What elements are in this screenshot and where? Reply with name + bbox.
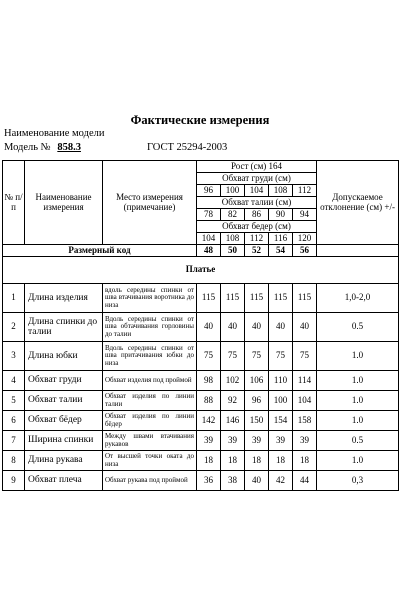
model-name-label: Наименование модели bbox=[4, 128, 105, 139]
row-place: Обхват изделия по линии бёдер bbox=[103, 411, 197, 431]
row-name: Обхват плеча bbox=[25, 471, 103, 491]
row-value: 18 bbox=[221, 451, 245, 471]
row-value: 39 bbox=[245, 431, 269, 451]
row-place: Между швами втачивания рукавов bbox=[103, 431, 197, 451]
size-code-label: Размерный код bbox=[3, 245, 197, 257]
size-code: 56 bbox=[293, 245, 317, 257]
model-line bbox=[4, 142, 228, 153]
row-number: 9 bbox=[3, 471, 25, 491]
waist-value: 94 bbox=[293, 209, 317, 221]
size-code: 50 bbox=[221, 245, 245, 257]
row-number: 4 bbox=[3, 371, 25, 391]
model-label: Модель № bbox=[4, 142, 51, 153]
row-number: 8 bbox=[3, 451, 25, 471]
row-tolerance: 1.0 bbox=[317, 342, 399, 371]
row-number: 1 bbox=[3, 284, 25, 313]
row-place: Вдоль середины спинки от шва притачивания юбки до низа bbox=[103, 342, 197, 371]
row-name: Длина изделия bbox=[25, 284, 103, 313]
section-title: Платье bbox=[3, 257, 399, 284]
col-num-header: № п/п bbox=[3, 161, 25, 245]
row-value: 75 bbox=[245, 342, 269, 371]
row-value: 96 bbox=[245, 391, 269, 411]
col-place-header: Место измерения (примечание) bbox=[103, 161, 197, 245]
waist-value: 78 bbox=[197, 209, 221, 221]
row-value: 154 bbox=[269, 411, 293, 431]
row-tolerance: 0,3 bbox=[317, 471, 399, 491]
row-value: 39 bbox=[293, 431, 317, 451]
hip-value: 104 bbox=[197, 233, 221, 245]
row-value: 75 bbox=[197, 342, 221, 371]
row-place: От высшей точки оката до низа bbox=[103, 451, 197, 471]
row-value: 75 bbox=[269, 342, 293, 371]
page-title: Фактические измерения bbox=[130, 113, 270, 127]
row-value: 114 bbox=[293, 371, 317, 391]
table-row bbox=[3, 391, 399, 411]
table-row bbox=[3, 284, 399, 313]
row-value: 115 bbox=[221, 284, 245, 313]
row-name: Ширина спинки bbox=[25, 431, 103, 451]
hip-value: 108 bbox=[221, 233, 245, 245]
hip-value: 116 bbox=[269, 233, 293, 245]
row-name: Обхват бёдер bbox=[25, 411, 103, 431]
size-code: 52 bbox=[245, 245, 269, 257]
row-value: 40 bbox=[293, 313, 317, 342]
row-value: 98 bbox=[197, 371, 221, 391]
gost-label: ГОСТ 25294-2003 bbox=[147, 142, 228, 153]
row-place: Обхват изделия под проймой bbox=[103, 371, 197, 391]
waist-value: 90 bbox=[269, 209, 293, 221]
row-value: 102 bbox=[221, 371, 245, 391]
hip-header: Обхват бедер (см) bbox=[197, 221, 317, 233]
row-value: 18 bbox=[269, 451, 293, 471]
row-tolerance: 1.0 bbox=[317, 411, 399, 431]
row-tolerance: 1.0 bbox=[317, 371, 399, 391]
table-row bbox=[3, 342, 399, 371]
chest-value: 96 bbox=[197, 185, 221, 197]
row-number: 3 bbox=[3, 342, 25, 371]
row-value: 18 bbox=[197, 451, 221, 471]
col-name-header: Наименование измерения bbox=[25, 161, 103, 245]
row-value: 40 bbox=[197, 313, 221, 342]
row-place: вдоль середины спинки от шва втачивания воротника до низа bbox=[103, 284, 197, 313]
size-code-empty bbox=[317, 245, 399, 257]
row-value: 100 bbox=[269, 391, 293, 411]
col-tolerance-header: Допускаемое отклонение (см) +/- bbox=[317, 161, 399, 245]
row-value: 18 bbox=[245, 451, 269, 471]
row-value: 40 bbox=[245, 313, 269, 342]
row-value: 38 bbox=[221, 471, 245, 491]
measurements-table bbox=[2, 160, 399, 491]
row-number: 7 bbox=[3, 431, 25, 451]
row-value: 106 bbox=[245, 371, 269, 391]
size-code: 48 bbox=[197, 245, 221, 257]
chest-value: 104 bbox=[245, 185, 269, 197]
table-row bbox=[3, 371, 399, 391]
row-value: 42 bbox=[269, 471, 293, 491]
row-tolerance: 0.5 bbox=[317, 431, 399, 451]
row-value: 40 bbox=[269, 313, 293, 342]
waist-value: 86 bbox=[245, 209, 269, 221]
row-value: 115 bbox=[293, 284, 317, 313]
row-value: 75 bbox=[221, 342, 245, 371]
row-value: 18 bbox=[293, 451, 317, 471]
row-value: 146 bbox=[221, 411, 245, 431]
table-row bbox=[3, 411, 399, 431]
table-row bbox=[3, 471, 399, 491]
row-place: Обхват рукава под проймой bbox=[103, 471, 197, 491]
row-value: 104 bbox=[293, 391, 317, 411]
size-code: 54 bbox=[269, 245, 293, 257]
row-tolerance: 1,0-2,0 bbox=[317, 284, 399, 313]
height-header: Рост (см) 164 bbox=[197, 161, 317, 173]
row-value: 40 bbox=[221, 313, 245, 342]
hip-value: 112 bbox=[245, 233, 269, 245]
row-tolerance: 1.0 bbox=[317, 451, 399, 471]
row-place: Вдоль середины спинки от шва обтачивания горловины до талии bbox=[103, 313, 197, 342]
model-number: 858.3 bbox=[57, 142, 81, 153]
row-value: 115 bbox=[245, 284, 269, 313]
row-value: 75 bbox=[293, 342, 317, 371]
row-tolerance: 1.0 bbox=[317, 391, 399, 411]
row-name: Обхват груди bbox=[25, 371, 103, 391]
row-name: Длина рукава bbox=[25, 451, 103, 471]
chest-header: Обхват груди (см) bbox=[197, 173, 317, 185]
row-value: 115 bbox=[197, 284, 221, 313]
row-tolerance: 0.5 bbox=[317, 313, 399, 342]
chest-value: 108 bbox=[269, 185, 293, 197]
row-value: 142 bbox=[197, 411, 221, 431]
row-value: 92 bbox=[221, 391, 245, 411]
row-value: 88 bbox=[197, 391, 221, 411]
row-value: 150 bbox=[245, 411, 269, 431]
row-value: 36 bbox=[197, 471, 221, 491]
row-value: 39 bbox=[269, 431, 293, 451]
row-value: 39 bbox=[221, 431, 245, 451]
row-value: 39 bbox=[197, 431, 221, 451]
row-value: 115 bbox=[269, 284, 293, 313]
measurement-rows bbox=[3, 284, 399, 491]
table-row bbox=[3, 451, 399, 471]
row-number: 5 bbox=[3, 391, 25, 411]
row-name: Длина юбки bbox=[25, 342, 103, 371]
row-name: Длина спинки до талии bbox=[25, 313, 103, 342]
chest-value: 100 bbox=[221, 185, 245, 197]
hip-value: 120 bbox=[293, 233, 317, 245]
waist-value: 82 bbox=[221, 209, 245, 221]
row-number: 6 bbox=[3, 411, 25, 431]
row-value: 44 bbox=[293, 471, 317, 491]
table-row bbox=[3, 431, 399, 451]
row-value: 158 bbox=[293, 411, 317, 431]
row-place: Обхват изделия по линии талии bbox=[103, 391, 197, 411]
row-name: Обхват талии bbox=[25, 391, 103, 411]
waist-header: Обхват талии (см) bbox=[197, 197, 317, 209]
row-number: 2 bbox=[3, 313, 25, 342]
row-value: 40 bbox=[245, 471, 269, 491]
table-row bbox=[3, 313, 399, 342]
chest-value: 112 bbox=[293, 185, 317, 197]
row-value: 110 bbox=[269, 371, 293, 391]
